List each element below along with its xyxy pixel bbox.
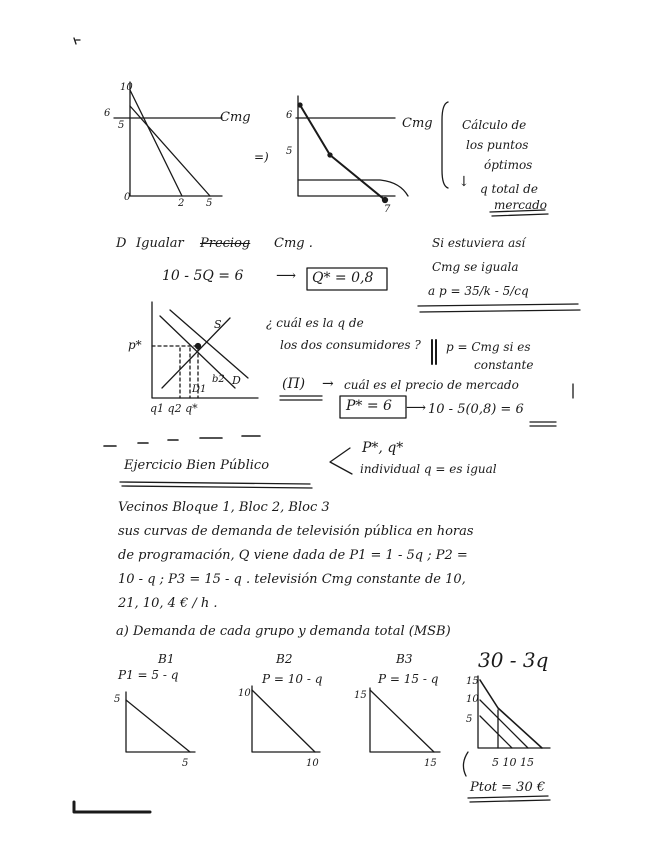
- graph-2-point: [328, 153, 332, 157]
- step-d-text-after: Cmg .: [274, 236, 313, 251]
- graph-b3-x-tick: 15: [424, 758, 437, 769]
- double-bar: [432, 340, 436, 364]
- right-note-line-3: a p = 35/k - 5/cq: [428, 284, 529, 298]
- side-note-line-3: óptimos: [484, 158, 533, 172]
- stray-mark: [74, 38, 80, 44]
- graph-3-label-b2: b2: [212, 374, 225, 385]
- total-graph-y-5: 5: [466, 714, 473, 725]
- graph-b1-y-tick: 5: [114, 694, 121, 705]
- total-price: Ptot = 30 €: [470, 780, 546, 795]
- problem-line-5: 21, 10, 4 € / h .: [118, 596, 218, 611]
- graph-1-x-tick-2: 2: [178, 198, 185, 209]
- part-a-heading: a) Demanda de cada grupo y demanda total (MSB): [116, 624, 451, 639]
- graph-total-axes: [478, 676, 550, 748]
- graph-b1-title: B1: [158, 652, 175, 666]
- underline-right-note: [418, 304, 580, 312]
- less-than-bracket: [330, 448, 352, 474]
- graph-b3-equation: P = 15 - q: [378, 672, 439, 686]
- total-graph-y-15: 15: [466, 676, 479, 687]
- step-d-marker: D: [116, 236, 127, 251]
- underline-pi: [280, 396, 322, 400]
- graph-3-p-star: p*: [128, 338, 142, 352]
- pi-symbol: (Π): [282, 376, 306, 392]
- graph-2-point: [383, 198, 388, 203]
- graph-2-x-tick-7: 7: [384, 204, 391, 215]
- problem-line-1: Vecinos Bloque 1, Bloc 2, Bloc 3: [118, 500, 330, 515]
- question-line-2: los dos consumidores ?: [280, 338, 421, 352]
- graph-2-demand-curve: [300, 105, 385, 200]
- ejercicio-individual: individual q = es igual: [360, 462, 497, 476]
- p-box-arrow: ⟶: [406, 400, 427, 416]
- graph-2-arrow: =): [254, 150, 269, 164]
- total-graph-title: 30 - 3q: [478, 648, 549, 672]
- underline-total: [468, 796, 550, 802]
- graph-b2-y-tick: 10: [238, 688, 251, 699]
- graph-b1-axes: [126, 692, 195, 752]
- graph-1-x-tick-5: 5: [206, 198, 213, 209]
- graph-b2-equation: P = 10 - q: [262, 672, 323, 686]
- graph-1-y-tick-5: 5: [118, 120, 125, 131]
- right-note-line-1: Si estuviera así: [432, 236, 526, 250]
- graph-b3-title: B3: [396, 652, 413, 666]
- side-note-arrow: ↓: [458, 174, 470, 190]
- graph-b2-x-tick: 10: [306, 758, 319, 769]
- total-graph-x-ticks: 5 10 15: [492, 756, 534, 769]
- graph-1-cmg-label: Cmg: [220, 110, 251, 125]
- graph-1-x-tick-0: 0: [124, 192, 131, 203]
- graph-1-y-tick-6: 6: [104, 108, 111, 119]
- graph-3-label-d1: D1: [192, 384, 207, 395]
- graph-total-line: [480, 680, 542, 748]
- graph-3-label-d: D: [232, 374, 241, 387]
- total-graph-y-10: 10: [466, 694, 479, 705]
- graph-b1-line: [126, 700, 190, 752]
- graph-2-y-tick-6: 6: [286, 110, 293, 121]
- equation-result: Q* = 0,8: [312, 270, 374, 286]
- graph-2-axes: [298, 96, 395, 196]
- step-d-struck-word: Preciog: [200, 236, 251, 251]
- constant-note-1: p = Cmg si es: [446, 340, 531, 354]
- graph-3-x-ticks: q1 q2 q*: [150, 402, 198, 415]
- question-line-1: ¿ cuál es la q de: [266, 316, 364, 330]
- side-note-result-1: q total de: [480, 182, 538, 196]
- side-note-line-1: Cálculo de: [462, 118, 527, 132]
- graph-1-axes: [130, 82, 222, 196]
- ejercicio-title: Ejercicio Bien Público: [124, 458, 270, 473]
- graph-b3-y-tick: 15: [354, 690, 367, 701]
- side-note-result-2: mercado: [494, 198, 547, 212]
- graph-1-demand-b: [130, 106, 210, 196]
- underline-result: [530, 422, 556, 426]
- step-d-text: Igualar: [136, 236, 184, 251]
- ejercicio-p-star: P*, q*: [362, 440, 404, 456]
- problem-line-2: sus curvas de demanda de televisión pública en horas: [118, 524, 474, 539]
- problem-line-4: 10 - q ; P3 = 15 - q . televisión Cmg constante de 10,: [118, 572, 466, 587]
- p-star-value: P* = 6: [346, 398, 392, 414]
- graph-b1-x-tick: 5: [182, 758, 189, 769]
- pi-question: cuál es el precio de mercado: [344, 378, 519, 392]
- dashed-separator: [104, 436, 260, 446]
- graph-3-label-s: S: [214, 318, 222, 331]
- constant-note-2: constante: [474, 358, 534, 372]
- graph-2-point: [298, 103, 302, 107]
- p-box-calc: 10 - 5(0,8) = 6: [428, 402, 524, 417]
- right-note-line-2: Cmg se iguala: [432, 260, 519, 274]
- graph-b3-axes: [370, 688, 440, 752]
- side-note-line-2: los puntos: [466, 138, 529, 152]
- graph-b3-line: [370, 690, 434, 752]
- problem-line-3: de programación, Q viene dada de P1 = 1 - 5q ; P2 =: [118, 548, 468, 563]
- graph-1-demand-a: [130, 90, 182, 196]
- graph-b2-title: B2: [276, 652, 293, 666]
- graph-b1-equation: P1 = 5 - q: [118, 668, 179, 682]
- graph-2-y-tick-5: 5: [286, 146, 293, 157]
- underline-ejercicio: [120, 482, 312, 488]
- pi-arrow: →: [322, 376, 334, 392]
- graph-b2-line: [252, 690, 315, 752]
- graph-2-curve-tail: [298, 180, 408, 196]
- corner-mark: [74, 802, 150, 812]
- graph-1-y-tick-10: 10: [120, 82, 133, 93]
- equation-arrow: ⟶: [276, 268, 297, 284]
- equation-lhs: 10 - 5Q = 6: [162, 268, 244, 284]
- graph-b2-axes: [252, 686, 320, 752]
- paren-mark: [463, 752, 468, 776]
- graph-2-cmg-label: Cmg: [402, 116, 433, 131]
- bracket: [442, 102, 448, 188]
- graph-total-line-3: [480, 716, 512, 748]
- graph-3-equilibrium: [196, 344, 201, 349]
